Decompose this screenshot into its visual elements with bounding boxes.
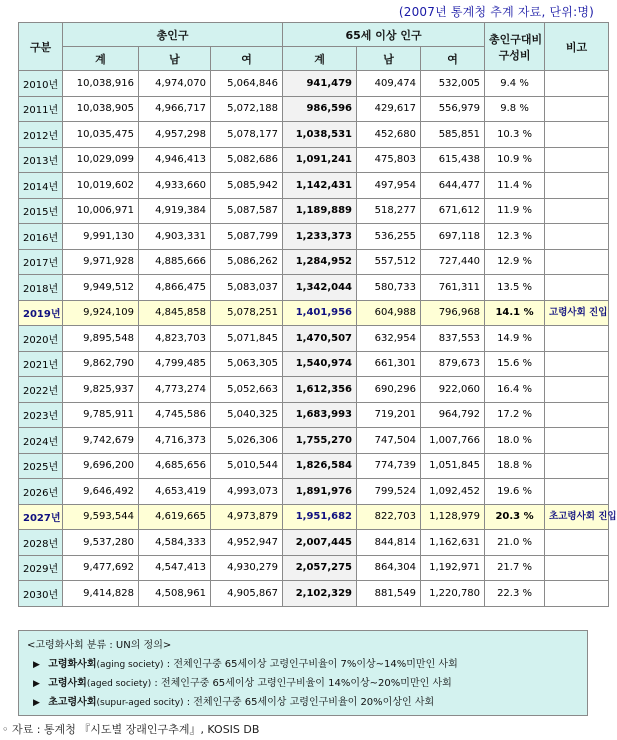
cell-elderly-male: 497,954 — [357, 173, 421, 199]
cell-year: 2010년 — [19, 71, 63, 97]
cell-elderly-male: 864,304 — [357, 555, 421, 581]
cell-elderly-female: 761,311 — [421, 275, 485, 301]
legend-desc: : 전체인구중 65세이상 고령인구비율이 14%이상~20%미만인 사회 — [154, 678, 452, 689]
cell-elderly-male: 690,296 — [357, 377, 421, 403]
cell-female: 5,086,262 — [211, 249, 283, 275]
cell-year: 2016년 — [19, 224, 63, 250]
table-row — [19, 224, 609, 250]
cell-total: 9,537,280 — [63, 530, 139, 556]
header-elderly-population: 65세 이상 인구 — [283, 23, 485, 47]
cell-remark — [545, 377, 609, 403]
cell-elderly-total: 1,683,993 — [283, 402, 357, 428]
cell-remark — [545, 402, 609, 428]
cell-year: 2022년 — [19, 377, 63, 403]
cell-year: 2029년 — [19, 555, 63, 581]
cell-total: 9,477,692 — [63, 555, 139, 581]
table-row — [19, 479, 609, 505]
header-row-1 — [19, 23, 609, 47]
cell-male: 4,584,333 — [139, 530, 211, 556]
cell-female: 5,052,663 — [211, 377, 283, 403]
cell-total: 10,035,475 — [63, 122, 139, 148]
table-row — [19, 377, 609, 403]
table-row — [19, 198, 609, 224]
cell-year: 2021년 — [19, 351, 63, 377]
cell-elderly-female: 1,192,971 — [421, 555, 485, 581]
cell-remark: 초고령사회 진입 — [545, 504, 609, 530]
cell-elderly-total: 1,755,270 — [283, 428, 357, 454]
cell-elderly-male: 774,739 — [357, 453, 421, 479]
cell-elderly-total: 2,102,329 — [283, 581, 357, 607]
cell-total: 9,991,130 — [63, 224, 139, 250]
cell-elderly-total: 1,612,356 — [283, 377, 357, 403]
cell-ratio: 18.8 % — [485, 453, 545, 479]
legend-english: (supur-aged socity) — [96, 698, 184, 708]
cell-remark: 고령사회 진입 — [545, 300, 609, 326]
header-elderly-male: 남 — [357, 47, 421, 71]
cell-remark — [545, 147, 609, 173]
legend-english: (aged society) — [86, 679, 152, 689]
cell-female: 5,087,587 — [211, 198, 283, 224]
cell-ratio: 14.1 % — [485, 300, 545, 326]
cell-elderly-total: 1,091,241 — [283, 147, 357, 173]
cell-male: 4,919,384 — [139, 198, 211, 224]
triangle-right-icon: ▶ — [33, 660, 40, 670]
table-row — [19, 96, 609, 122]
cell-female: 5,040,325 — [211, 402, 283, 428]
cell-total: 9,971,928 — [63, 249, 139, 275]
cell-female: 5,063,305 — [211, 351, 283, 377]
header-total-sum: 계 — [63, 47, 139, 71]
cell-elderly-female: 837,553 — [421, 326, 485, 352]
cell-year: 2028년 — [19, 530, 63, 556]
cell-ratio: 10.9 % — [485, 147, 545, 173]
cell-elderly-total: 1,233,373 — [283, 224, 357, 250]
table-row — [19, 402, 609, 428]
cell-year: 2018년 — [19, 275, 63, 301]
cell-ratio: 11.9 % — [485, 198, 545, 224]
cell-remark — [545, 479, 609, 505]
cell-male: 4,823,703 — [139, 326, 211, 352]
cell-female: 5,082,686 — [211, 147, 283, 173]
cell-remark — [545, 581, 609, 607]
cell-elderly-female: 1,092,452 — [421, 479, 485, 505]
cell-elderly-male: 452,680 — [357, 122, 421, 148]
table-row — [19, 428, 609, 454]
cell-total: 9,924,109 — [63, 300, 139, 326]
table-row — [19, 173, 609, 199]
legend-item — [33, 676, 579, 692]
triangle-right-icon: ▶ — [33, 698, 40, 708]
cell-year: 2027년 — [19, 504, 63, 530]
cell-elderly-male: 429,617 — [357, 96, 421, 122]
cell-remark — [545, 275, 609, 301]
cell-elderly-female: 1,162,631 — [421, 530, 485, 556]
cell-female: 5,085,942 — [211, 173, 283, 199]
cell-elderly-total: 941,479 — [283, 71, 357, 97]
cell-total: 10,038,916 — [63, 71, 139, 97]
cell-male: 4,866,475 — [139, 275, 211, 301]
cell-ratio: 10.3 % — [485, 122, 545, 148]
cell-elderly-male: 409,474 — [357, 71, 421, 97]
cell-year: 2019년 — [19, 300, 63, 326]
cell-elderly-total: 2,007,445 — [283, 530, 357, 556]
cell-total: 10,038,905 — [63, 96, 139, 122]
cell-year: 2011년 — [19, 96, 63, 122]
table-row — [19, 555, 609, 581]
cell-elderly-total: 1,401,956 — [283, 300, 357, 326]
cell-elderly-female: 796,968 — [421, 300, 485, 326]
cell-elderly-male: 557,512 — [357, 249, 421, 275]
unit-note: (2007년 통계청 추계 자료, 단위:명) — [398, 5, 594, 19]
cell-elderly-total: 1,826,584 — [283, 453, 357, 479]
cell-elderly-female: 879,673 — [421, 351, 485, 377]
cell-elderly-male: 799,524 — [357, 479, 421, 505]
header-total-female: 여 — [211, 47, 283, 71]
cell-year: 2013년 — [19, 147, 63, 173]
cell-year: 2026년 — [19, 479, 63, 505]
cell-elderly-male: 844,814 — [357, 530, 421, 556]
cell-total: 10,019,602 — [63, 173, 139, 199]
cell-remark — [545, 96, 609, 122]
table-row — [19, 122, 609, 148]
triangle-right-icon: ▶ — [33, 679, 40, 689]
cell-total: 9,593,544 — [63, 504, 139, 530]
table-row — [19, 275, 609, 301]
cell-total: 9,414,828 — [63, 581, 139, 607]
cell-elderly-total: 1,038,531 — [283, 122, 357, 148]
cell-elderly-female: 1,128,979 — [421, 504, 485, 530]
cell-male: 4,773,274 — [139, 377, 211, 403]
cell-ratio: 17.2 % — [485, 402, 545, 428]
cell-male: 4,974,070 — [139, 71, 211, 97]
cell-elderly-female: 615,438 — [421, 147, 485, 173]
header-ratio-line2: 구성비 — [498, 48, 531, 62]
cell-total: 9,785,911 — [63, 402, 139, 428]
table-row — [19, 351, 609, 377]
aging-society-legend — [18, 630, 588, 716]
cell-elderly-male: 580,733 — [357, 275, 421, 301]
cell-elderly-total: 1,891,976 — [283, 479, 357, 505]
cell-ratio: 12.9 % — [485, 249, 545, 275]
cell-ratio: 22.3 % — [485, 581, 545, 607]
cell-total: 9,895,548 — [63, 326, 139, 352]
cell-remark — [545, 530, 609, 556]
cell-male: 4,508,961 — [139, 581, 211, 607]
cell-elderly-female: 644,477 — [421, 173, 485, 199]
cell-female: 4,905,867 — [211, 581, 283, 607]
cell-male: 4,685,656 — [139, 453, 211, 479]
cell-elderly-total: 986,596 — [283, 96, 357, 122]
cell-year: 2024년 — [19, 428, 63, 454]
cell-elderly-male: 719,201 — [357, 402, 421, 428]
cell-elderly-female: 585,851 — [421, 122, 485, 148]
cell-total: 9,696,200 — [63, 453, 139, 479]
legend-term: 고령사회 — [48, 678, 87, 689]
cell-female: 5,078,251 — [211, 300, 283, 326]
cell-total: 9,862,790 — [63, 351, 139, 377]
cell-remark — [545, 122, 609, 148]
legend-item — [33, 657, 579, 673]
cell-male: 4,966,717 — [139, 96, 211, 122]
cell-year: 2025년 — [19, 453, 63, 479]
cell-male: 4,903,331 — [139, 224, 211, 250]
cell-remark — [545, 224, 609, 250]
header-remark: 비고 — [545, 23, 609, 71]
cell-ratio: 21.7 % — [485, 555, 545, 581]
cell-male: 4,957,298 — [139, 122, 211, 148]
table-row — [19, 300, 609, 326]
cell-remark — [545, 428, 609, 454]
cell-male: 4,799,485 — [139, 351, 211, 377]
legend-english: (aging society) — [96, 660, 164, 670]
cell-remark — [545, 249, 609, 275]
cell-year: 2014년 — [19, 173, 63, 199]
cell-elderly-total: 1,284,952 — [283, 249, 357, 275]
cell-female: 5,064,846 — [211, 71, 283, 97]
cell-ratio: 15.6 % — [485, 351, 545, 377]
cell-female: 4,993,073 — [211, 479, 283, 505]
cell-elderly-total: 2,057,275 — [283, 555, 357, 581]
cell-remark — [545, 198, 609, 224]
source-note: ◦ 자료 : 통계청 『시도별 장래인구추계』, KOSIS DB — [2, 723, 260, 736]
header-elderly-sum: 계 — [283, 47, 357, 71]
cell-male: 4,885,666 — [139, 249, 211, 275]
cell-total: 9,646,492 — [63, 479, 139, 505]
cell-elderly-male: 604,988 — [357, 300, 421, 326]
cell-year: 2023년 — [19, 402, 63, 428]
cell-elderly-male: 536,255 — [357, 224, 421, 250]
cell-female: 4,930,279 — [211, 555, 283, 581]
cell-year: 2020년 — [19, 326, 63, 352]
cell-elderly-male: 661,301 — [357, 351, 421, 377]
header-ratio-line1: 총인구대비 — [489, 32, 543, 46]
cell-male: 4,547,413 — [139, 555, 211, 581]
cell-total: 9,949,512 — [63, 275, 139, 301]
cell-remark — [545, 555, 609, 581]
cell-male: 4,946,413 — [139, 147, 211, 173]
cell-ratio: 20.3 % — [485, 504, 545, 530]
cell-ratio: 11.4 % — [485, 173, 545, 199]
cell-remark — [545, 326, 609, 352]
table-row — [19, 249, 609, 275]
cell-elderly-female: 697,118 — [421, 224, 485, 250]
table-row — [19, 453, 609, 479]
table-row — [19, 71, 609, 97]
header-total-population: 총인구 — [63, 23, 283, 47]
cell-male: 4,845,858 — [139, 300, 211, 326]
cell-elderly-male: 518,277 — [357, 198, 421, 224]
cell-elderly-total: 1,342,044 — [283, 275, 357, 301]
cell-elderly-male: 475,803 — [357, 147, 421, 173]
legend-desc: : 전체인구중 65세이상 고령인구비율이 20%이상인 사회 — [186, 697, 435, 708]
cell-elderly-female: 1,051,845 — [421, 453, 485, 479]
table-row — [19, 530, 609, 556]
legend-item — [33, 695, 579, 711]
cell-elderly-female: 964,792 — [421, 402, 485, 428]
cell-elderly-total: 1,951,682 — [283, 504, 357, 530]
cell-remark — [545, 351, 609, 377]
cell-year: 2030년 — [19, 581, 63, 607]
cell-total: 10,029,099 — [63, 147, 139, 173]
cell-female: 4,952,947 — [211, 530, 283, 556]
header-elderly-female: 여 — [421, 47, 485, 71]
legend-title: <고령화사회 분류 : UN의 정의> — [27, 640, 172, 651]
cell-ratio: 12.3 % — [485, 224, 545, 250]
cell-elderly-female: 1,007,766 — [421, 428, 485, 454]
cell-remark — [545, 71, 609, 97]
cell-elderly-female: 1,220,780 — [421, 581, 485, 607]
cell-total: 9,742,679 — [63, 428, 139, 454]
cell-total: 10,006,971 — [63, 198, 139, 224]
cell-elderly-female: 556,979 — [421, 96, 485, 122]
cell-female: 4,973,879 — [211, 504, 283, 530]
cell-ratio: 14.9 % — [485, 326, 545, 352]
cell-elderly-female: 532,005 — [421, 71, 485, 97]
legend-term: 고령화사회 — [48, 659, 97, 670]
cell-female: 5,072,188 — [211, 96, 283, 122]
cell-elderly-female: 671,612 — [421, 198, 485, 224]
cell-year: 2015년 — [19, 198, 63, 224]
cell-ratio: 13.5 % — [485, 275, 545, 301]
header-category: 구분 — [19, 23, 63, 71]
cell-male: 4,619,665 — [139, 504, 211, 530]
cell-elderly-total: 1,142,431 — [283, 173, 357, 199]
cell-elderly-male: 881,549 — [357, 581, 421, 607]
cell-elderly-male: 632,954 — [357, 326, 421, 352]
population-table — [18, 22, 617, 607]
cell-ratio: 18.0 % — [485, 428, 545, 454]
cell-male: 4,653,419 — [139, 479, 211, 505]
cell-total: 9,825,937 — [63, 377, 139, 403]
table-row — [19, 326, 609, 352]
legend-desc: : 전체인구중 65세이상 고령인구비율이 7%이상~14%미만인 사회 — [166, 659, 458, 670]
legend-term: 초고령사회 — [48, 697, 97, 708]
table-row — [19, 504, 609, 530]
cell-ratio: 19.6 % — [485, 479, 545, 505]
cell-elderly-total: 1,189,889 — [283, 198, 357, 224]
cell-remark — [545, 173, 609, 199]
header-ratio — [485, 23, 545, 71]
cell-elderly-male: 822,703 — [357, 504, 421, 530]
cell-elderly-female: 922,060 — [421, 377, 485, 403]
cell-year: 2012년 — [19, 122, 63, 148]
cell-female: 5,010,544 — [211, 453, 283, 479]
header-total-male: 남 — [139, 47, 211, 71]
cell-ratio: 16.4 % — [485, 377, 545, 403]
cell-ratio: 21.0 % — [485, 530, 545, 556]
cell-elderly-male: 747,504 — [357, 428, 421, 454]
cell-female: 5,071,845 — [211, 326, 283, 352]
cell-male: 4,716,373 — [139, 428, 211, 454]
cell-year: 2017년 — [19, 249, 63, 275]
cell-elderly-total: 1,470,507 — [283, 326, 357, 352]
cell-female: 5,078,177 — [211, 122, 283, 148]
cell-female: 5,087,799 — [211, 224, 283, 250]
cell-male: 4,745,586 — [139, 402, 211, 428]
table-row — [19, 581, 609, 607]
cell-ratio: 9.4 % — [485, 71, 545, 97]
cell-female: 5,083,037 — [211, 275, 283, 301]
cell-elderly-total: 1,540,974 — [283, 351, 357, 377]
cell-remark — [545, 453, 609, 479]
cell-elderly-female: 727,440 — [421, 249, 485, 275]
cell-female: 5,026,306 — [211, 428, 283, 454]
cell-ratio: 9.8 % — [485, 96, 545, 122]
table-body — [19, 71, 617, 607]
cell-male: 4,933,660 — [139, 173, 211, 199]
table-row — [19, 147, 609, 173]
